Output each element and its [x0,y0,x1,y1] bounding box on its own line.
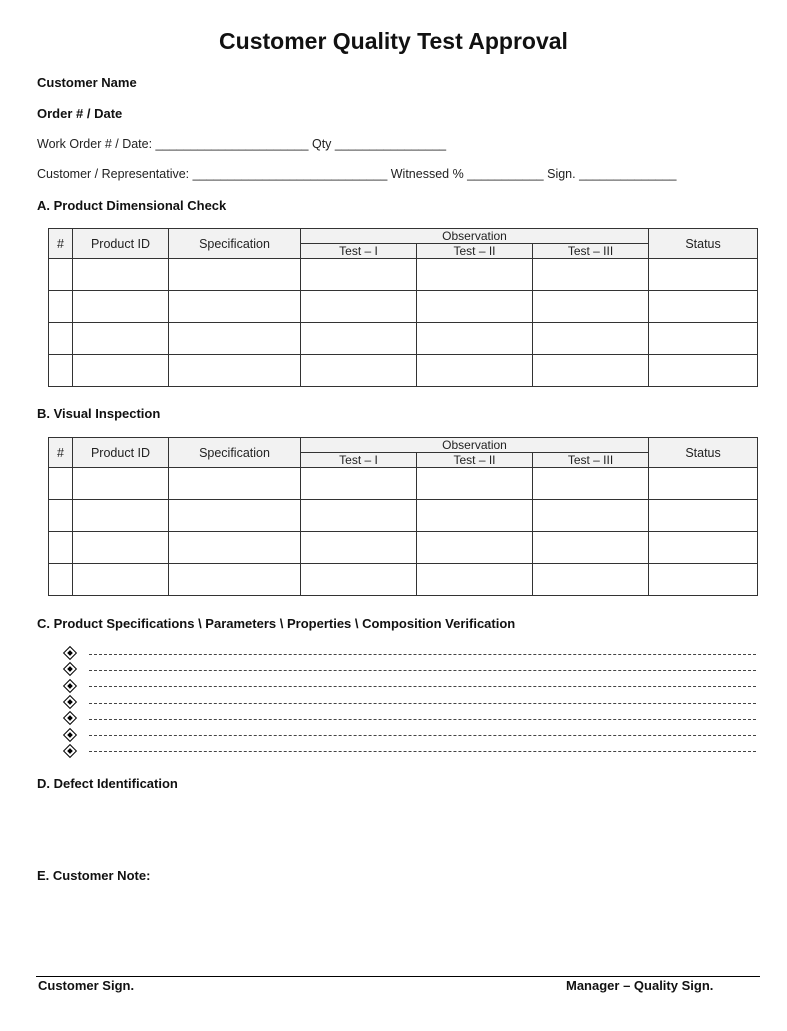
table-cell[interactable] [49,355,73,387]
work-order-line[interactable]: Work Order # / Date: ______________________ Qty ________________ [37,137,447,151]
table-cell[interactable] [533,291,649,323]
dimensional-check-table [48,228,758,387]
table-row [49,355,758,387]
table-row [49,532,758,564]
dotted-fill-line[interactable] [89,703,756,704]
page-title: Customer Quality Test Approval [219,28,568,54]
table-cell[interactable] [417,323,533,355]
table-cell[interactable] [49,291,73,323]
table-cell[interactable] [169,355,301,387]
table-cell[interactable] [649,532,758,564]
representative-line[interactable]: Customer / Representative: ____________________________ Witnessed % ___________ Sign. ______________ [37,167,677,181]
table-cell[interactable] [301,259,417,291]
col-header-test-2: Test – II [417,453,533,468]
table-cell[interactable] [169,532,301,564]
col-header-num: # [49,229,73,259]
diamond-bullet-icon [63,646,77,660]
section-d-heading: D. Defect Identification [37,776,178,791]
col-header-observation: Observation [301,229,649,244]
table-cell[interactable] [49,500,73,532]
table-cell[interactable] [649,291,758,323]
list-item [62,694,756,710]
diamond-bullet-icon [63,695,77,709]
table-cell[interactable] [49,468,73,500]
table-cell[interactable] [73,323,169,355]
list-item [62,710,756,726]
table-cell[interactable] [49,259,73,291]
list-item [62,645,756,661]
col-header-status: Status [649,229,758,259]
table-cell[interactable] [533,564,649,596]
list-item [62,726,756,742]
table-cell[interactable] [417,355,533,387]
customer-sign-label: Customer Sign. [38,978,135,993]
table-cell[interactable] [649,564,758,596]
table-row [49,468,758,500]
list-item [62,678,756,694]
table-cell[interactable] [169,468,301,500]
table-row [49,259,758,291]
list-item [62,743,756,759]
dotted-fill-line[interactable] [89,654,756,655]
table-cell[interactable] [73,355,169,387]
table-cell[interactable] [533,355,649,387]
col-header-num: # [49,438,73,468]
table-cell[interactable] [533,500,649,532]
table-cell[interactable] [301,468,417,500]
table-row [49,323,758,355]
dotted-fill-line[interactable] [89,670,756,671]
table-cell[interactable] [417,259,533,291]
table-cell[interactable] [649,500,758,532]
order-date-label: Order # / Date [37,106,123,121]
col-header-specification: Specification [169,438,301,468]
diamond-bullet-icon [63,728,77,742]
table-cell[interactable] [417,532,533,564]
table-cell[interactable] [73,259,169,291]
col-header-test-3: Test – III [533,244,649,259]
table-cell[interactable] [301,532,417,564]
table-cell[interactable] [417,291,533,323]
section-e-heading: E. Customer Note: [37,868,151,883]
diamond-bullet-icon [63,744,77,758]
col-header-test-1: Test – I [301,244,417,259]
diamond-bullet-icon [63,662,77,676]
table-cell[interactable] [533,259,649,291]
section-c-heading: C. Product Specifications \ Parameters \ Properties \ Composition Verification [37,616,516,631]
table-cell[interactable] [169,564,301,596]
customer-name-label: Customer Name [37,75,137,90]
table-cell[interactable] [649,468,758,500]
col-header-test-2: Test – II [417,244,533,259]
diamond-bullet-icon [63,679,77,693]
col-header-product-id: Product ID [73,438,169,468]
col-header-test-3: Test – III [533,453,649,468]
table-cell[interactable] [301,323,417,355]
table-cell[interactable] [49,323,73,355]
table-cell[interactable] [73,291,169,323]
table-cell[interactable] [73,500,169,532]
table-row [49,291,758,323]
table-row [49,564,758,596]
table-cell[interactable] [533,532,649,564]
list-item [62,661,756,677]
table-cell[interactable] [417,468,533,500]
dotted-fill-line[interactable] [89,735,756,736]
section-a-heading: A. Product Dimensional Check [37,198,227,213]
manager-sign-label: Manager – Quality Sign. [566,978,714,993]
col-header-product-id: Product ID [73,229,169,259]
col-header-specification: Specification [169,229,301,259]
table-cell[interactable] [649,323,758,355]
table-cell[interactable] [301,500,417,532]
col-header-test-1: Test – I [301,453,417,468]
table-cell[interactable] [169,259,301,291]
table-row [49,500,758,532]
diamond-bullet-icon [63,711,77,725]
table-cell[interactable] [649,355,758,387]
table-cell[interactable] [649,259,758,291]
table-cell[interactable] [73,532,169,564]
table-cell[interactable] [49,532,73,564]
col-header-observation: Observation [301,438,649,453]
dotted-fill-line[interactable] [89,719,756,720]
section-b-heading: B. Visual Inspection [37,406,161,421]
col-header-status: Status [649,438,758,468]
dotted-fill-line[interactable] [89,751,756,752]
table-cell[interactable] [73,468,169,500]
table-cell[interactable] [301,564,417,596]
table-cell[interactable] [49,564,73,596]
dotted-fill-line[interactable] [89,686,756,687]
table-cell[interactable] [301,291,417,323]
signature-divider [36,976,760,977]
table-cell[interactable] [533,468,649,500]
table-cell[interactable] [169,323,301,355]
table-cell[interactable] [169,500,301,532]
verification-list [62,645,756,759]
table-cell[interactable] [301,355,417,387]
table-cell[interactable] [417,500,533,532]
visual-inspection-table [48,437,758,596]
table-cell[interactable] [169,291,301,323]
table-cell[interactable] [73,564,169,596]
table-cell[interactable] [533,323,649,355]
table-cell[interactable] [417,564,533,596]
